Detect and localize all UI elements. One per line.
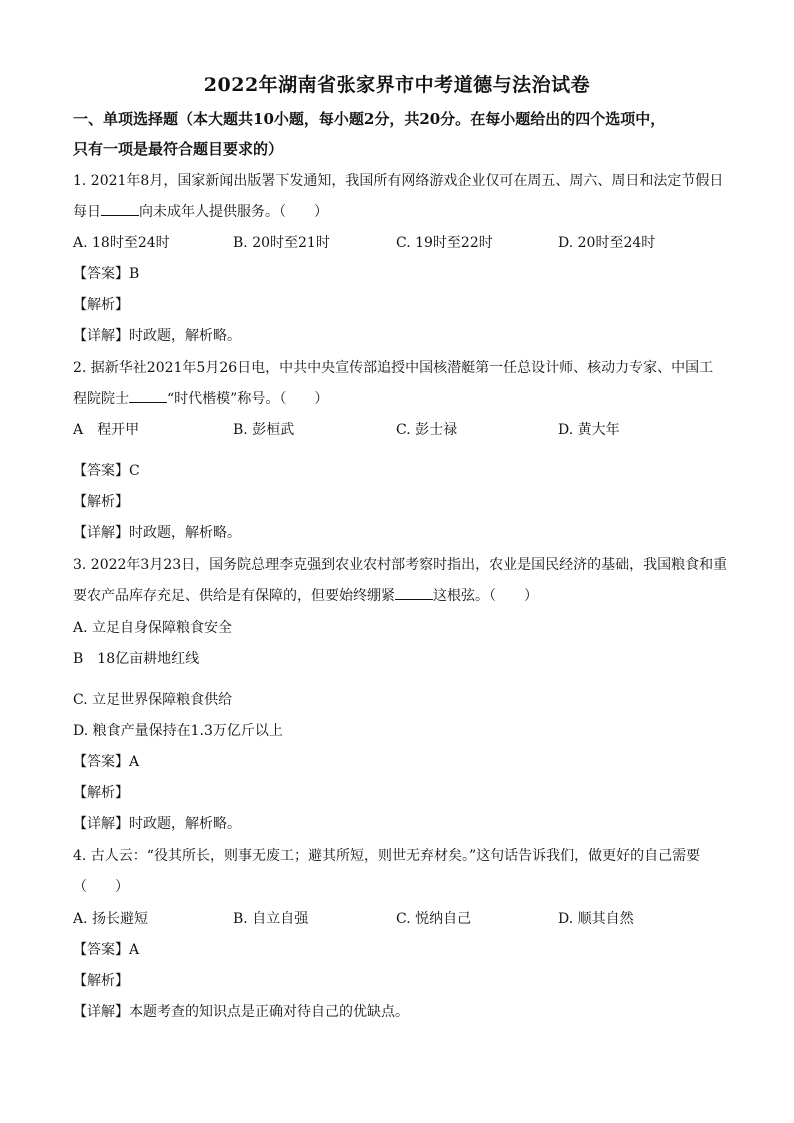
q3-option-c: C. 立足世界保障粮食供给 [73, 692, 233, 708]
q2-detail [73, 523, 241, 543]
q4-analysis-label: 【解析】 [73, 973, 129, 989]
q2-answer [73, 461, 140, 481]
q1-option-b: B. 20时至21时 [233, 235, 330, 251]
section-heading-line2: 只有一项是最符合题目要求的） [73, 140, 284, 158]
q2-option-b: B. 彭桓武 [233, 422, 295, 438]
q3-stem-part-a: 要农产品库存充足、供给是有保障的，但要始终绷紧 [73, 588, 395, 604]
q1-detail [73, 326, 241, 346]
q1-answer-label: 【答案】 [73, 266, 129, 282]
q3-option-b: B 18亿亩耕地红线 [73, 651, 200, 667]
q4-option-a: A. 扬长避短 [73, 911, 149, 927]
q3-answer-value: A [129, 754, 140, 770]
q2-stem-line1: 2. 据新华社2021年5月26日电，中共中央宣传部追授中国核潜艇第一任总设计师、核动力专家、中国工 [73, 360, 714, 376]
q4-answer [73, 940, 139, 960]
q2-answer-value: C [129, 463, 140, 479]
q2-answer-label: 【答案】 [73, 463, 129, 479]
q4-answer-label: 【答案】 [73, 942, 129, 958]
q3-detail [73, 814, 241, 834]
q4-option-c: C. 悦纳自己 [396, 911, 472, 927]
q3-answer-label: 【答案】 [73, 754, 129, 770]
q4-detail [73, 1002, 409, 1022]
q3-stem-part-b: 这根弦。（ ） [433, 588, 538, 604]
q4-option-d: D. 顺其自然 [558, 911, 634, 927]
q3-detail-text: 时政题，解析略。 [129, 816, 241, 832]
q1-stem-part-b: 向未成年人提供服务。（ ） [139, 204, 328, 220]
q4-answer-value: A [129, 942, 140, 958]
q1-answer-value: B [129, 266, 140, 282]
q4-option-b: B. 自立自强 [233, 911, 309, 927]
q3-option-d: D. 粮食产量保持在1.3万亿斤以上 [73, 723, 283, 739]
q1-detail-label: 【详解】 [73, 328, 129, 344]
q2-option-c: C. 彭士禄 [396, 422, 458, 438]
q1-option-a: A. 18时至24时 [73, 235, 170, 251]
q2-analysis-label: 【解析】 [73, 494, 129, 510]
q1-option-c: C. 19时至22时 [396, 235, 493, 251]
q3-blank [395, 585, 433, 600]
q2-blank [129, 388, 167, 403]
q3-answer [73, 752, 139, 772]
q3-stem-line2 [73, 585, 538, 606]
q1-detail-text: 时政题，解析略。 [129, 328, 241, 344]
q4-detail-label: 【详解】 [73, 1004, 129, 1020]
exam-title: 2022年湖南省张家界市中考道德与法治试卷 [203, 74, 591, 96]
q3-detail-label: 【详解】 [73, 816, 129, 832]
q2-stem-part-b: “时代楷模”称号。（ ） [167, 391, 329, 407]
q1-blank [101, 201, 139, 216]
q3-analysis-label: 【解析】 [73, 785, 129, 801]
q2-detail-text: 时政题，解析略。 [129, 525, 241, 541]
q1-analysis-label: 【解析】 [73, 297, 129, 313]
q2-option-a: A 程开甲 [73, 422, 140, 438]
q1-stem-line2 [73, 201, 328, 222]
q4-detail-text: 本题考查的知识点是正确对待自己的优缺点。 [129, 1004, 409, 1020]
q1-stem-line1: 1. 2021年8月，国家新闻出版署下发通知，我国所有网络游戏企业仅可在周五、周六、周日和法定节假日 [73, 173, 724, 189]
q1-option-d: D. 20时至24时 [558, 235, 656, 251]
q4-stem-line2: （ ） [73, 879, 129, 895]
section-heading-line1: 一、单项选择题（本大题共10小题，每小题2分，共20分。在每小题给出的四个选项中， [73, 110, 666, 128]
q2-option-d: D. 黄大年 [558, 422, 620, 438]
q3-stem-line1: 3. 2022年3月23日，国务院总理李克强到农业农村部考察时指出，农业是国民经济的基础，我国粮食和重 [73, 557, 728, 573]
q3-option-a: A. 立足自身保障粮食安全 [73, 620, 233, 636]
q2-stem-part-a: 程院院士 [73, 391, 129, 407]
q2-detail-label: 【详解】 [73, 525, 129, 541]
q1-stem-part-a: 每日 [73, 204, 101, 220]
q1-answer [73, 264, 139, 284]
q2-stem-line2 [73, 388, 328, 409]
q4-stem-line1: 4. 古人云：“役其所长，则事无废工；避其所短，则世无弃材矣。”这句话告诉我们，做更好的自己需要 [73, 848, 701, 864]
